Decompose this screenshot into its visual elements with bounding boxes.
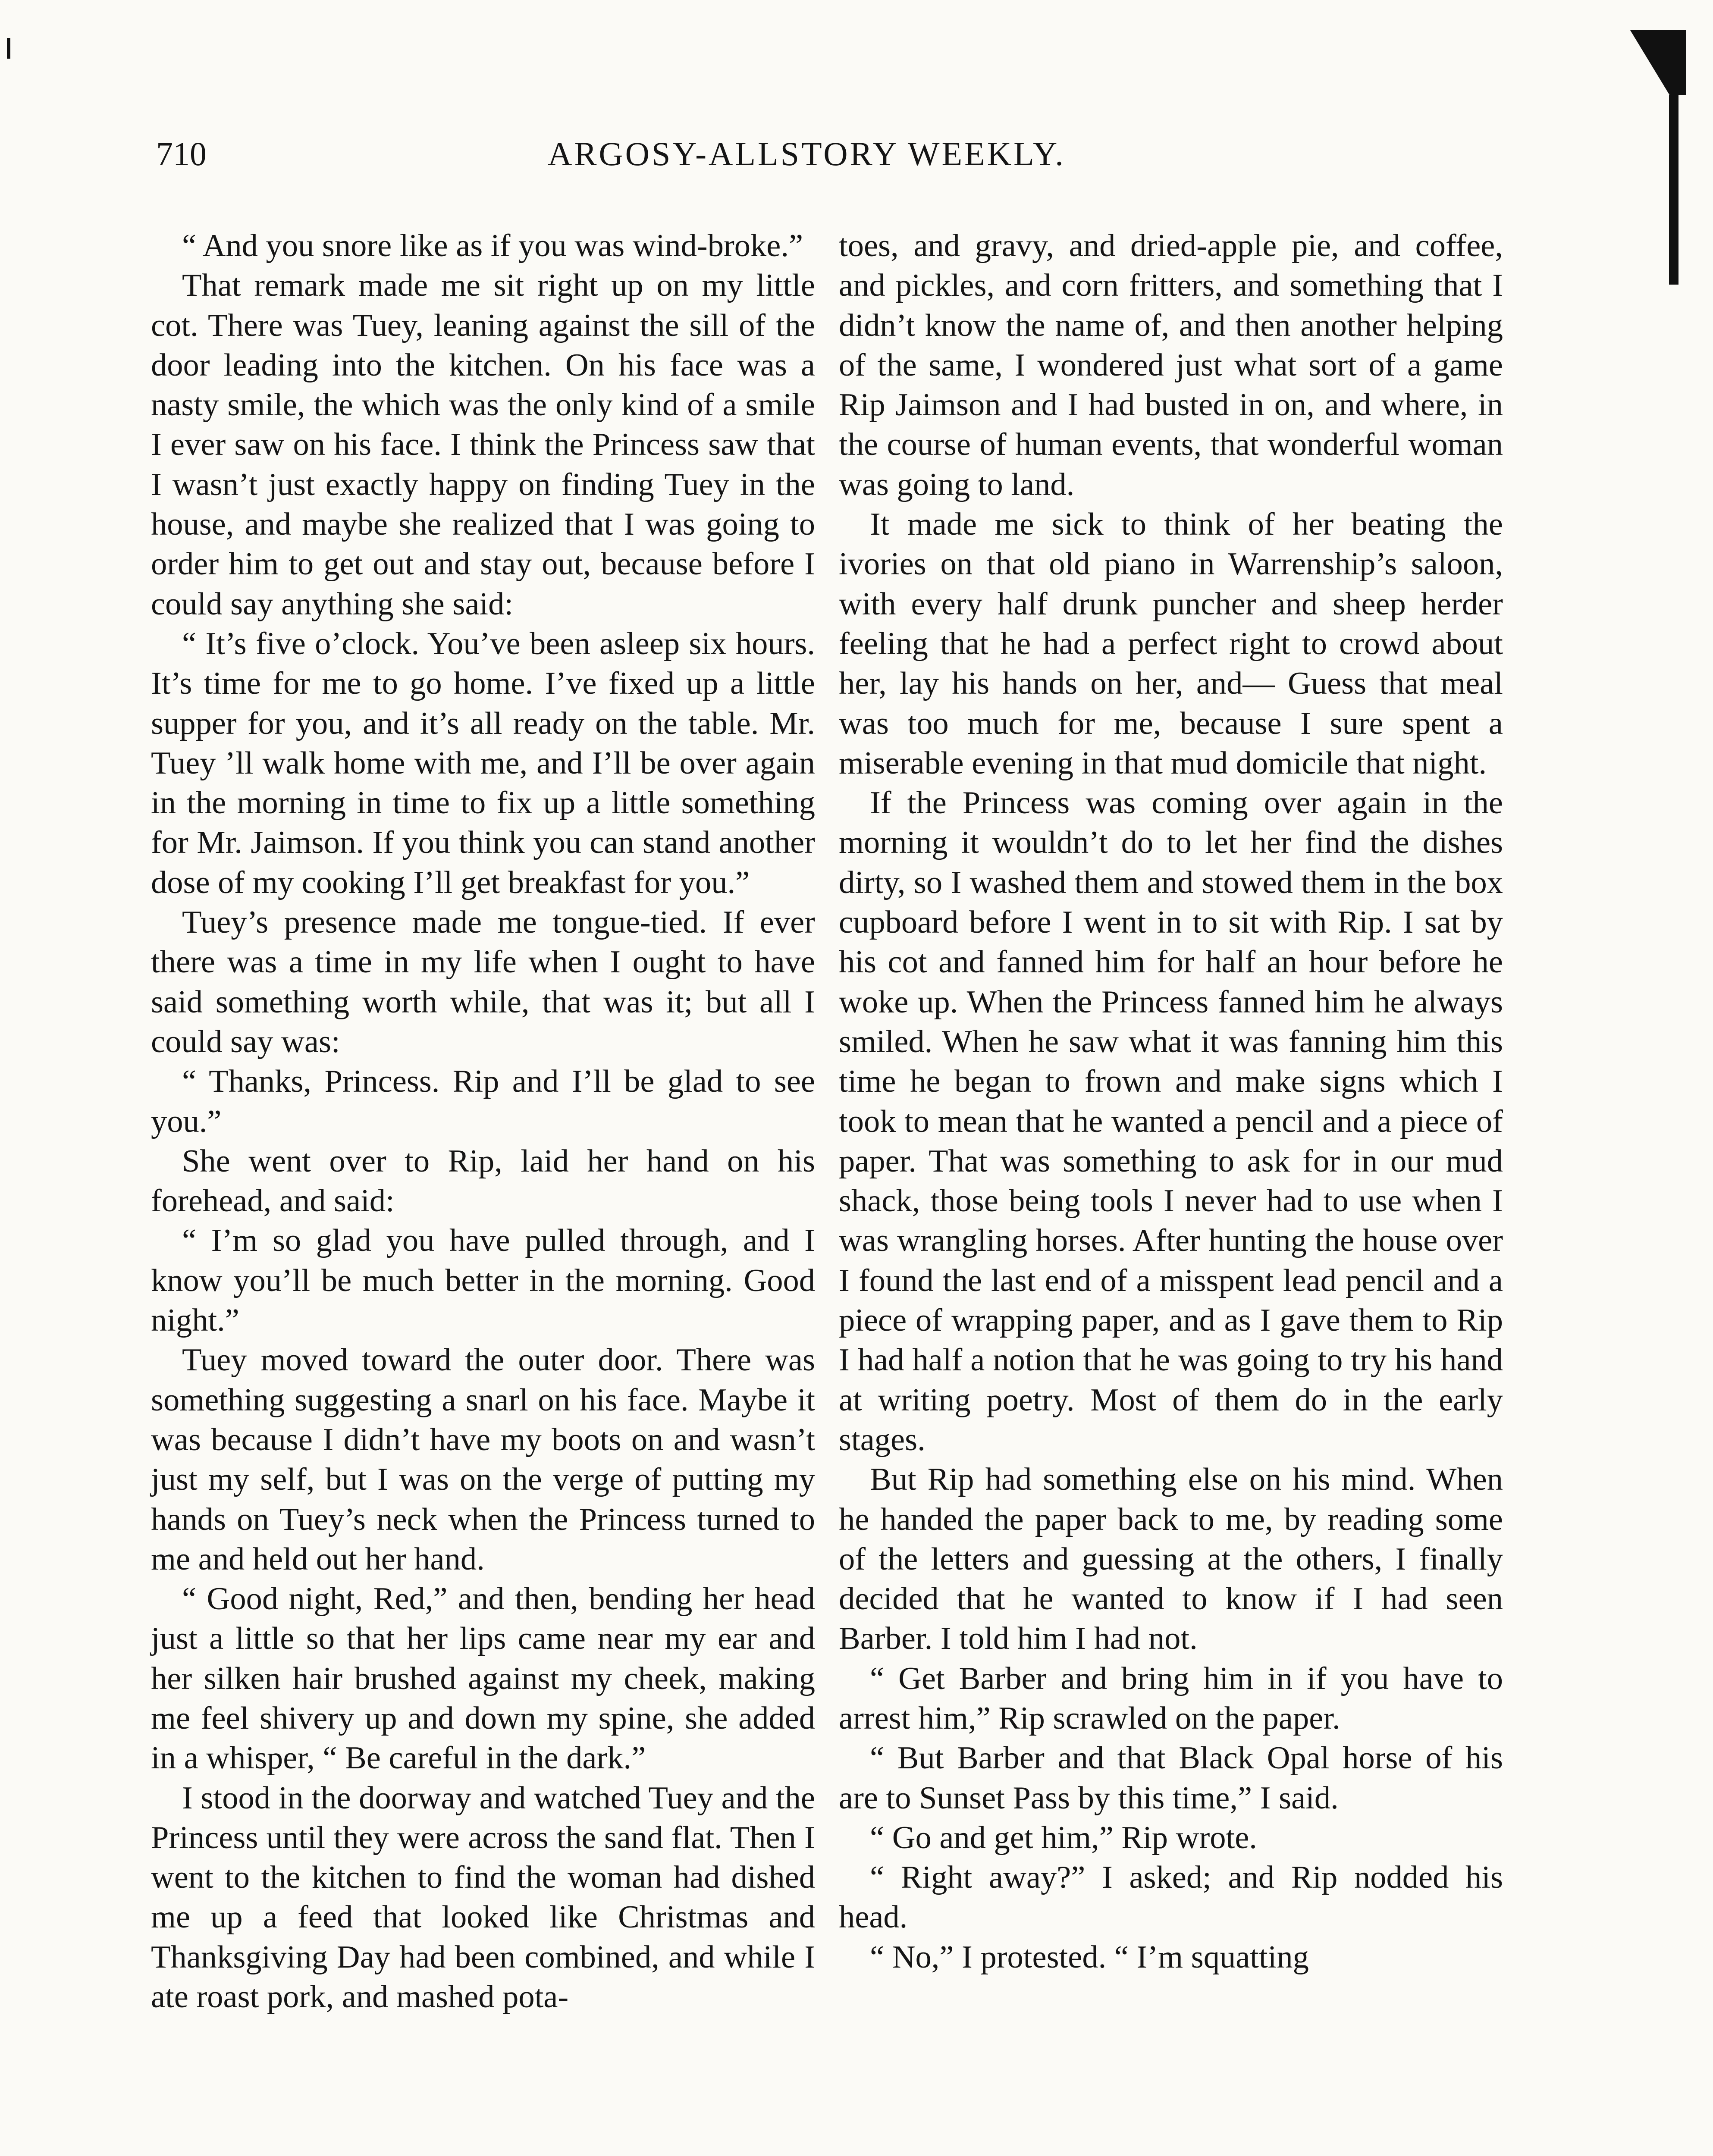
paragraph: If the Princess was coming over again in the morning it wouldn’t do to let her find the dishes dirty, so I washed them and stowed them in the box cupboard before I went in to sit with Rip. I sat by his cot and fanned him for half an hour before he woke up. When the Princess fanned him he always smiled. When he saw what it was fanning him this time he began to frown and make signs which I took to mean that he wanted a pencil and a piece of paper. That was something to ask for in our mud shack, those being tools I never had to use when I was wrangling horses. After hunting the house over I found the last end of a misspent lead pencil and a piece of wrapping paper, and as I gave them to Rip I had half a notion that he was going to try his hand at writing poetry. Most of them do in the early stages. — [839, 785, 1503, 1457]
paragraph: “ Right away?” I asked; and Rip nodded his head. — [839, 1860, 1503, 1935]
paragraph: “ But Barber and that Black Opal horse of his are to Sunset Pass by this time,” I said. — [839, 1740, 1503, 1816]
paragraph: “ It’s five o’clock. You’ve been asleep six hours. It’s time for me to go home. I’ve fixed up a little supper for you, and it’s all ready on the table. Mr. Tuey ’ll walk home with me, and I’ll be over again in the morning in time to fix up a little something for Mr. Jaimson. If you think you can stand another dose of my cooking I’ll get breakfast for you.” — [151, 626, 815, 900]
left-column — [151, 226, 815, 2017]
paragraph: That remark made me sit right up on my little cot. There was Tuey, leaning against the sill of the door leading into the kitchen. On his face was a nasty smile, the which was the only kind of a smile I ever saw on his face. I think the Princess saw that I wasn’t just exactly happy on finding Tuey in the house, and maybe she realized that I was going to order him to get out and stay out, because before I could say anything she said: — [151, 268, 815, 622]
paragraph: “ Get Barber and bring him in if you have to arrest him,” Rip scrawled on the paper. — [839, 1661, 1503, 1736]
paragraph: But Rip had something else on his mind. When he handed the paper back to me, by reading some of the letters and guessing at the others, I finally decided that he wanted to know if I had seen Barber. I told him I had not. — [839, 1462, 1503, 1657]
paragraph: She went over to Rip, laid her hand on his forehead, and said: — [151, 1143, 815, 1219]
paragraph: It made me sick to think of her beating the ivories on that old piano in Warrenship’s saloon, with every half drunk puncher and sheep herder feeling that he had a perfect right to crowd about her, lay his hands on her, and— Guess that meal was too much for me, because I sure spent a miserable evening in that mud domicile that night. — [839, 507, 1503, 781]
right-column — [839, 226, 1503, 1977]
paragraph: Tuey’s presence made me tongue-tied. If ever there was a time in my life when I ought to have said something worth while, that was it; but all I could say was: — [151, 905, 815, 1059]
paragraph: “ I’m so glad you have pulled through, and I know you’ll be much better in the morning. Good night.” — [151, 1223, 815, 1338]
paragraph: Tuey moved toward the outer door. There was something suggesting a snarl on his face. Maybe it was because I didn’t have my boots on and wasn’t just my self, but I was on the verge of putting my hands on Tuey’s neck when the Princess turned to me and held out her hand. — [151, 1342, 815, 1577]
paragraph: “ Go and get him,” Rip wrote. — [870, 1820, 1257, 1855]
paragraph: “ And you snore like as if you was wind-broke.” — [182, 228, 803, 263]
paragraph: “ Good night, Red,” and then, bending her head just a little so that her lips came near my ear and her silken hair brushed against my cheek, making me feel shivery up and down my spine, she added in a whisper, “ Be careful in the dark.” — [151, 1581, 815, 1776]
running-head: ARGOSY-ALLSTORY WEEKLY. — [548, 135, 1066, 172]
scan-edge-mark — [1669, 95, 1678, 285]
scan-edge-mark — [7, 38, 10, 59]
scan-edge-mark — [1630, 30, 1686, 95]
page-number: 710 — [156, 135, 207, 172]
paragraph: “ No,” I protested. “ I’m squatting — [870, 1939, 1309, 1975]
paragraph: toes, and gravy, and dried-apple pie, and coffee, and pickles, and corn fritters, and something that I didn’t know the name of, and then another helping of the same, I wondered just what sort of a game Rip Jaimson and I had busted in on, and where, in the course of human events, that wonderful woman was going to land. — [839, 228, 1503, 502]
paragraph: I stood in the doorway and watched Tuey and the Princess until they were across the sand flat. Then I went to the kitchen to find the woman had dished me up a feed that looked like Christmas and Thanksgiving Day had been combined, and while I ate roast pork, and mashed pota- — [151, 1780, 815, 2015]
paragraph: “ Thanks, Princess. Rip and I’ll be glad to see you.” — [151, 1064, 815, 1139]
